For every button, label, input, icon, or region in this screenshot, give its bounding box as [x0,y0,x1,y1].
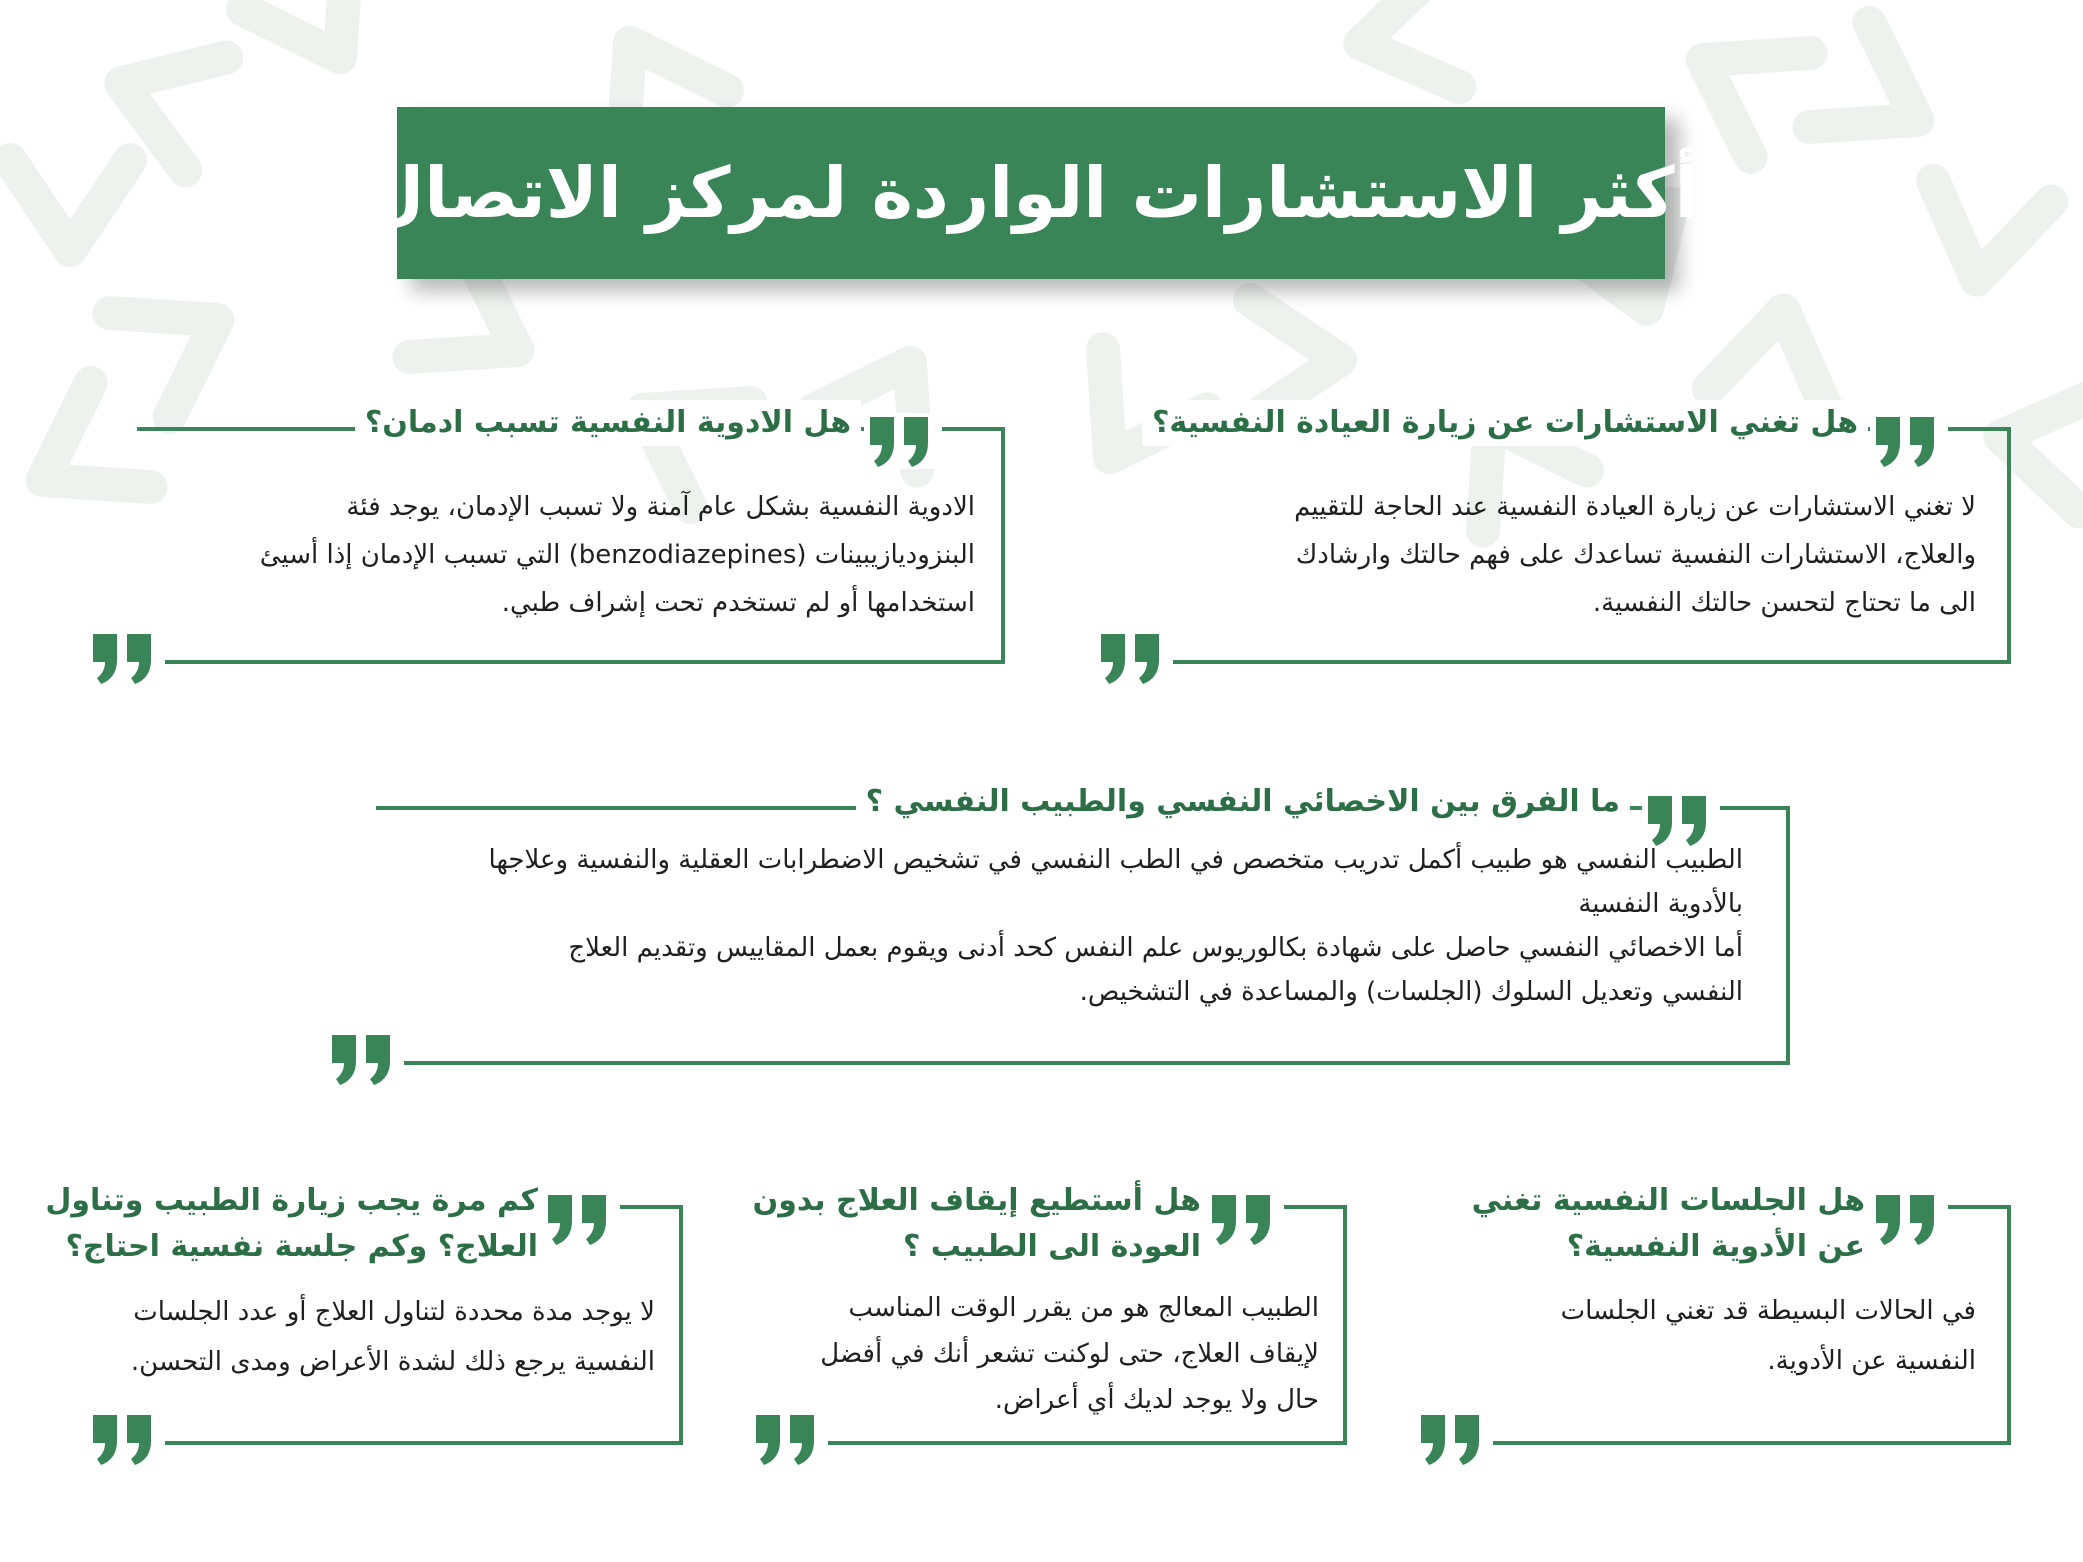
faq-card-psychologist-vs-psychiatrist [328,784,1790,1065]
faq-card-addiction [89,405,1005,664]
card-title: هل تغني الاستشارات عن زيارة العيادة النفسية؟ [1142,400,1868,446]
card-body: الطبيب النفسي هو طبيب أكمل تدريب متخصص في الطب النفسي في تشخيص الاضطرابات العقلية والنفسية وعلاجها بالأدوية النفسية أما الاخصائي النفسي حاصل على شهادة بكالوريوس علم النفس كحد أدنى ويقوم بعمل المقاييس وتقديم العلاج النفسي وتعديل السلوك (الجلسات) والمساعدة في التشخيص. [488,845,1743,1007]
card-title: هل الجلسات النفسية تغني عن الأدوية النفسية؟ [1462,1178,1875,1270]
faq-card-sessions-vs-medication [1417,1183,2011,1445]
close-quote-icon [1415,1411,1493,1467]
close-quote-icon [1095,630,1173,686]
close-quote-icon [750,1411,828,1467]
card-title: كم مرة يجب زيارة الطبيب وتناول العلاج؟ وكم جلسة نفسية احتاج؟ [35,1178,548,1270]
faq-card-visit-clinic [1097,405,2011,664]
card-body: لا يوجد مدة محددة لتناول العلاج أو عدد الجلسات النفسية يرجع ذلك لشدة الأعراض ومدى التحسن. [130,1297,655,1377]
card-body: الادوية النفسية بشكل عام آمنة ولا تسبب الإدمان، يوجد فئة البنزوديازيبينات (benzodiazepines) التي تسبب الإدمان إذا أسيئ استخدامها أو لم تستخدم تحت إشراف طبي. [259,492,975,618]
card-title: ما الفرق بين الاخصائي النفسي والطبيب النفسي ؟ [856,779,1630,825]
open-quote-icon [1870,413,1948,469]
page-title: أكثر الاستشارات الواردة لمركز الاتصال [363,152,1699,234]
open-quote-icon [1206,1191,1284,1247]
open-quote-icon [1870,1191,1948,1247]
open-quote-icon [542,1191,620,1247]
card-body: لا تغني الاستشارات عن زيارة العيادة النفسية عند الحاجة للتقييم والعلاج، الاستشارات النفسية تساعدك على فهم حالتك وارشادك الى ما تحتاج لتحسن حالتك النفسية. [1294,492,1976,618]
faq-card-stop-treatment [752,1183,1347,1445]
open-quote-icon [864,413,942,469]
close-quote-icon [87,630,165,686]
card-body: في الحالات البسيطة قد تغني الجلسات النفسية عن الأدوية. [1560,1296,1976,1376]
card-title: هل أستطيع إيقاف العلاج بدون العودة الى الطبيب ؟ [743,1178,1211,1270]
card-title: هل الادوية النفسية تسبب ادمان؟ [355,400,861,446]
close-quote-icon [87,1411,165,1467]
header-banner [363,107,1699,279]
faq-card-visit-frequency [45,1183,683,1445]
card-body: الطبيب المعالج هو من يقرر الوقت المناسب لإيقاف العلاج، حتى لوكنت تشعر أنك في أفضل حال ولا يوجد لديك أي أعراض. [820,1293,1319,1415]
close-quote-icon [326,1031,404,1087]
